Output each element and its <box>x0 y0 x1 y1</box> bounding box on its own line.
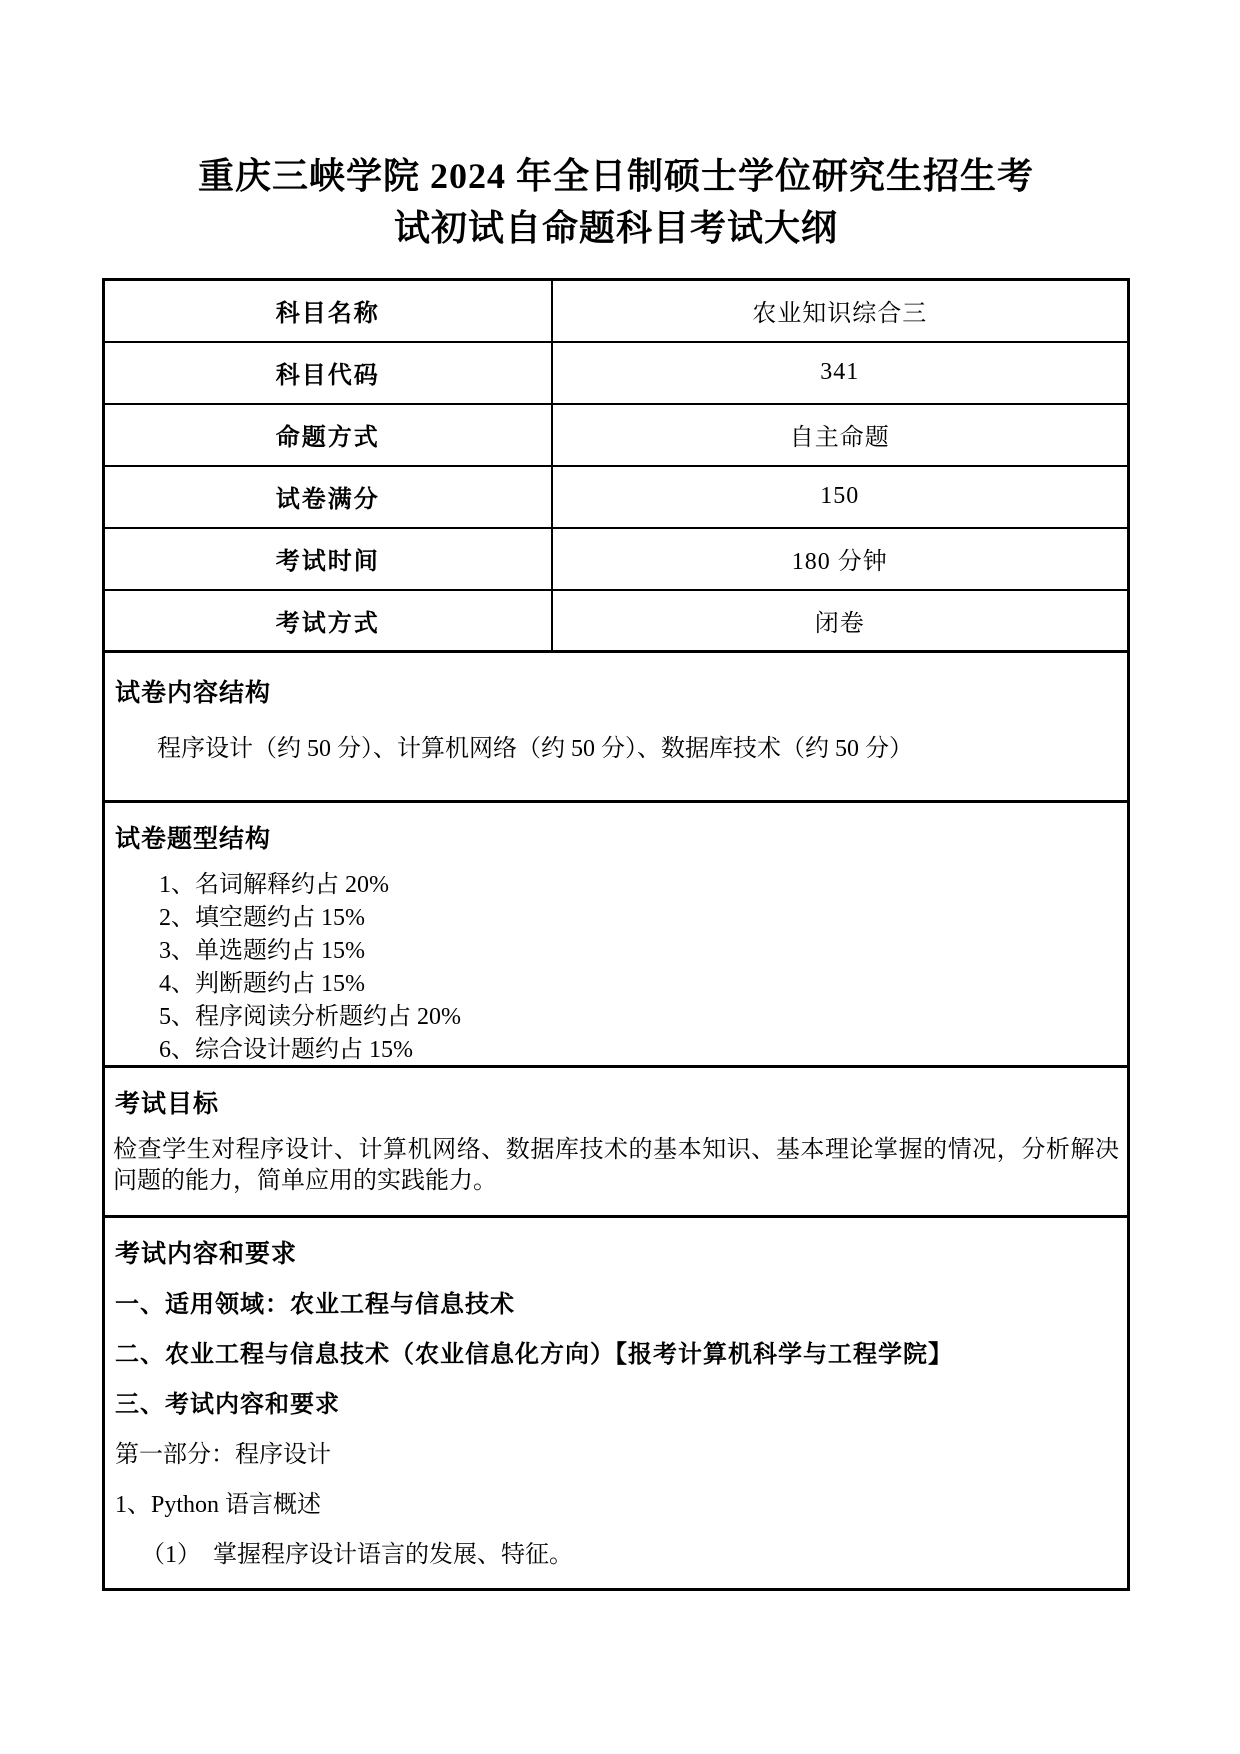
document-title <box>102 0 1130 254</box>
section-exam-objective <box>102 1068 1130 1218</box>
content-structure-body: 程序设计（约 50 分）、计算机网络（约 50 分）、数据库技术（约 50 分） <box>157 736 913 762</box>
content-structure-heading: 试卷内容结构 <box>115 680 272 707</box>
subject-code-label: 科目代码 <box>104 342 552 404</box>
exam-duration-value: 180 分钟 <box>552 528 1129 590</box>
list-item: 3、单选题约占 15% <box>159 938 365 964</box>
table-row-subject-name <box>104 280 1129 342</box>
exam-info-table <box>102 278 1130 653</box>
subject-name-value: 农业知识综合三 <box>552 280 1129 342</box>
list-item: 6、综合设计题约占 15% <box>159 1037 413 1063</box>
exam-objective-body: 检查学生对程序设计、计算机网络、数据库技术的基本知识、基本理论掌握的情况，分析解决问题的能力，简单应用的实践能力。 <box>113 1137 1119 1194</box>
table-row-proposition-method <box>104 404 1129 466</box>
question-structure-heading: 试卷题型结构 <box>115 826 272 853</box>
table-row-exam-method <box>104 590 1129 652</box>
full-score-value: 150 <box>552 466 1129 528</box>
table-row-full-score <box>104 466 1129 528</box>
section-question-structure <box>102 803 1130 1068</box>
content-requirements-line: 三、考试内容和要求 <box>115 1392 340 1418</box>
exam-method-value: 闭卷 <box>552 590 1129 652</box>
title-line-1: 重庆三峡学院 2024 年全日制硕士学位研究生招生考 <box>197 156 1034 196</box>
table-row-exam-duration <box>104 528 1129 590</box>
sub-point-line: （1） 掌握程序设计语言的发展、特征。 <box>141 1542 573 1568</box>
title-line-2: 试初试自命题科目考试大纲 <box>393 208 838 248</box>
list-item: 4、判断题约占 15% <box>159 971 365 997</box>
proposition-method-value: 自主命题 <box>552 404 1129 466</box>
major-direction-line: 二、农业工程与信息技术（农业信息化方向）【报考计算机科学与工程学院】 <box>115 1342 953 1368</box>
section-content-structure <box>102 653 1130 803</box>
exam-content-heading: 考试内容和要求 <box>115 1241 298 1268</box>
python-overview-line: 1、Python 语言概述 <box>115 1492 322 1518</box>
full-score-label: 试卷满分 <box>104 466 552 528</box>
list-item: 2、填空题约占 15% <box>159 905 365 931</box>
section-exam-content <box>102 1218 1130 1591</box>
list-item: 1、名词解释约占 20% <box>159 872 389 898</box>
list-item: 5、程序阅读分析题约占 20% <box>159 1004 461 1030</box>
subject-code-value: 341 <box>552 342 1129 404</box>
exam-objective-heading: 考试目标 <box>115 1091 220 1118</box>
exam-method-label: 考试方式 <box>104 590 552 652</box>
question-type-list <box>105 869 1127 1067</box>
table-row-subject-code <box>104 342 1129 404</box>
applicable-field-line: 一、适用领域：农业工程与信息技术 <box>115 1292 515 1318</box>
subject-name-label: 科目名称 <box>104 280 552 342</box>
document-page <box>102 0 1130 1591</box>
exam-duration-label: 考试时间 <box>104 528 552 590</box>
part-one-line: 第一部分：程序设计 <box>115 1442 331 1468</box>
proposition-method-label: 命题方式 <box>104 404 552 466</box>
